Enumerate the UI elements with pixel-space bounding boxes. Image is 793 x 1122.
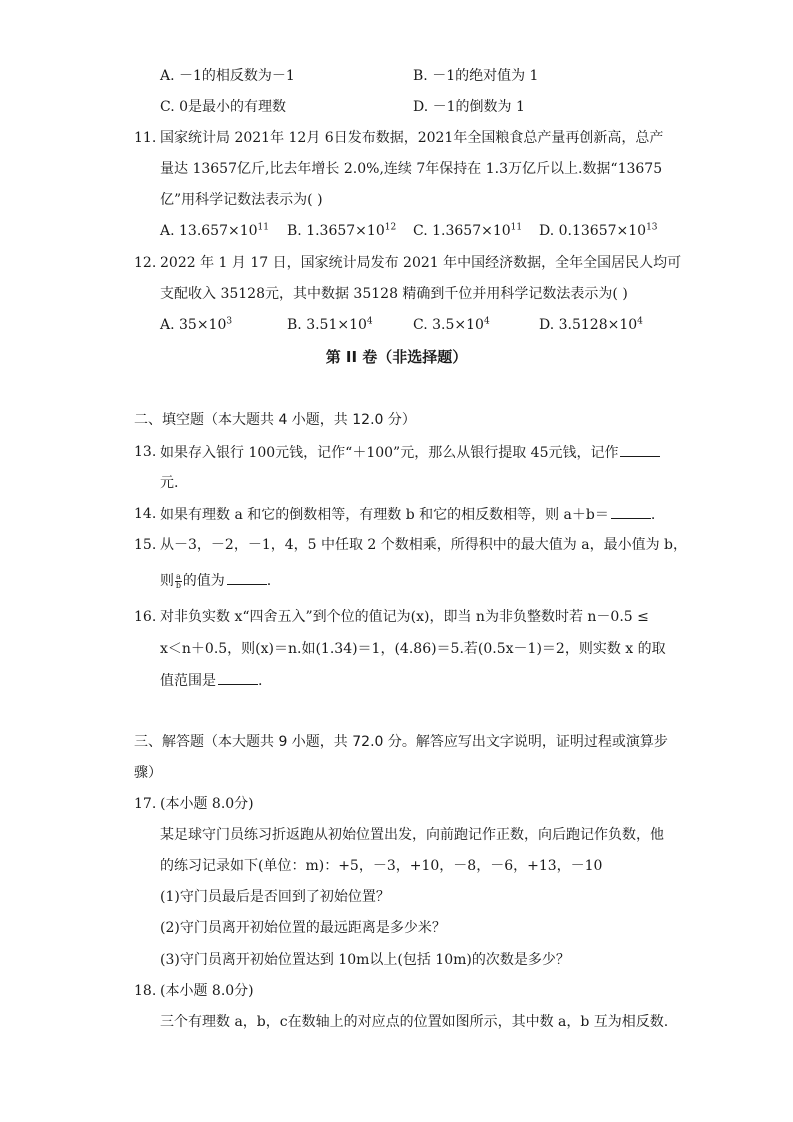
- q13-text: 如果存入银行 100元钱，记作“＋100”元，那么从银行提取 45元钱，记作: [160, 445, 619, 461]
- q12-choice-d-base: D. 3.5128×10: [539, 317, 638, 333]
- q13-text-line-1: [160, 442, 660, 463]
- q11-choice-b-base: B. 1.3657×10: [287, 223, 385, 239]
- q12-choice-b[interactable]: [287, 315, 373, 335]
- q13-number: 13.: [134, 444, 157, 460]
- q11-choice-a-exp: 11: [257, 222, 269, 233]
- q11-choice-d[interactable]: [539, 221, 658, 241]
- q16-answer-blank[interactable]: [218, 670, 258, 685]
- q10-choice-d[interactable]: D. －1的倒数为 1: [413, 99, 525, 115]
- q17-text-line-1: 某足球守门员练习折返跑从初始位置出发，向前跑记作正数，向后跑记作负数，他: [160, 827, 664, 843]
- part-2-title: 第 II 卷（非选择题）: [325, 348, 468, 366]
- q10-choice-b[interactable]: B. －1的绝对值为 1: [413, 68, 539, 84]
- q11-choice-b[interactable]: [287, 221, 396, 241]
- q14-answer-blank[interactable]: [611, 504, 651, 519]
- section-3-heading-line-1: 三、解答题（本大题共 9 小题，共 72.0 分。解答应写出文字说明，证明过程或演算步: [134, 734, 668, 750]
- q18-text-line-1: 三个有理数 a，b，c在数轴上的对应点的位置如图所示，其中数 a，b 互为相反数.: [160, 1014, 669, 1030]
- q12-choice-b-base: B. 3.51×10: [287, 317, 367, 333]
- q15-text-line-2: [160, 570, 271, 591]
- q16-text: 值范围是: [160, 673, 216, 689]
- q11-choice-b-exp: 12: [384, 222, 397, 233]
- q11-choice-a-base: A. 13.657×10: [160, 223, 258, 239]
- q13-text-line-2: 元.: [160, 475, 179, 491]
- q15-prefix: 则: [160, 573, 174, 589]
- q11-choice-a[interactable]: [160, 221, 269, 241]
- q16-period: .: [258, 673, 263, 689]
- section-2-heading: 二、填空题（本大题共 4 小题，共 12.0 分）: [134, 412, 416, 428]
- q15-answer-blank[interactable]: [227, 570, 267, 585]
- q11-number: 11.: [134, 130, 157, 146]
- q12-text-line-2: 支配收入 35128元，其中数据 35128 精确到千位并用科学记数法表示为( ): [160, 286, 628, 302]
- q11-choice-c-base: C. 1.3657×10: [413, 223, 511, 239]
- q14-period: .: [650, 507, 656, 523]
- q15-text-line-1: 从－3，－2，－1，4，5 中任取 2 个数相乘，所得积中的最大值为 a，最小值为 b，: [160, 537, 688, 553]
- section-3-heading-line-2: 骤）: [134, 765, 162, 781]
- q15-fraction: [175, 573, 182, 590]
- q17-subquestion-1: (1)守门员最后是否回到了初始位置？: [160, 889, 390, 905]
- q16-text-line-3: [160, 670, 262, 691]
- q16-text-line-2: x＜n＋0.5，则(x)＝n.如(1.34)＝1，(4.86)＝5.若(0.5x－1)＝2，则实数 x 的取: [160, 641, 666, 657]
- q12-choice-c-exp: 4: [483, 316, 490, 327]
- q12-choice-a[interactable]: [160, 315, 232, 335]
- q17-subquestion-2: (2)守门员离开初始位置的最远距离是多少米？: [160, 920, 446, 936]
- q12-choice-c[interactable]: [413, 315, 490, 335]
- q17-points: (本小题 8.0分): [160, 796, 254, 812]
- q15-suffix: 的值为: [182, 573, 225, 589]
- q12-choice-a-base: A. 35×10: [160, 317, 227, 333]
- q12-choice-c-base: C. 3.5×10: [413, 317, 484, 333]
- q11-text-line-2: 量达 13657亿斤,比去年增长 2.0%,连续 7年保持在 1.3万亿斤以上.数据“13675: [160, 161, 663, 177]
- q13-answer-blank[interactable]: [620, 442, 660, 457]
- q12-number: 12.: [134, 255, 157, 271]
- q18-points: (本小题 8.0分): [160, 983, 254, 999]
- q17-text-line-2: 的练习记录如下(单位：m)：+5，－3，+10，－8，－6，+13，－10: [160, 858, 603, 874]
- q11-choice-d-exp: 13: [646, 222, 658, 233]
- q11-text-line-1: 国家统计局 2021年 12月 6日发布数据，2021年全国粮食总产量再创新高，总产: [160, 130, 664, 146]
- q12-choice-d[interactable]: [539, 315, 643, 335]
- q11-text-line-3: 亿”用科学记数法表示为( ): [160, 192, 323, 208]
- q16-number: 16.: [134, 609, 157, 625]
- q14-text: 如果有理数 a 和它的倒数相等，有理数 b 和它的相反数相等，则 a＋b＝: [160, 507, 609, 523]
- q15-number: 15.: [134, 537, 157, 553]
- q12-choice-d-exp: 4: [637, 316, 643, 327]
- q12-choice-a-exp: 3: [226, 316, 233, 327]
- q15-period: .: [266, 573, 272, 589]
- q16-text-line-1: 对非负实数 x“四舍五入”到个位的值记为(x)，即当 n为非负整数时若 n－0.5 ≤: [160, 609, 649, 625]
- q15-fraction-denominator: b: [175, 580, 181, 590]
- q10-choice-a[interactable]: A. －1的相反数为－1: [160, 68, 295, 84]
- q11-choice-c-exp: 11: [510, 222, 523, 233]
- q14-text-line: [160, 504, 655, 525]
- q18-number: 18.: [134, 983, 157, 999]
- q14-number: 14.: [134, 506, 157, 522]
- q12-choice-b-exp: 4: [366, 316, 373, 327]
- q11-choice-c[interactable]: [413, 221, 522, 241]
- q10-choice-c[interactable]: C. 0是最小的有理数: [160, 99, 287, 115]
- q17-number: 17.: [134, 796, 157, 812]
- q12-text-line-1: 2022 年 1 月 17 日，国家统计局发布 2021 年中国经济数据，全年全国居民人均可: [160, 255, 682, 271]
- q11-choice-d-base: D. 0.13657×10: [539, 223, 647, 239]
- q17-subquestion-3: (3)守门员离开初始位置达到 10m以上(包括 10m)的次数是多少？: [160, 952, 570, 968]
- q15-fraction-numerator: a: [176, 571, 181, 581]
